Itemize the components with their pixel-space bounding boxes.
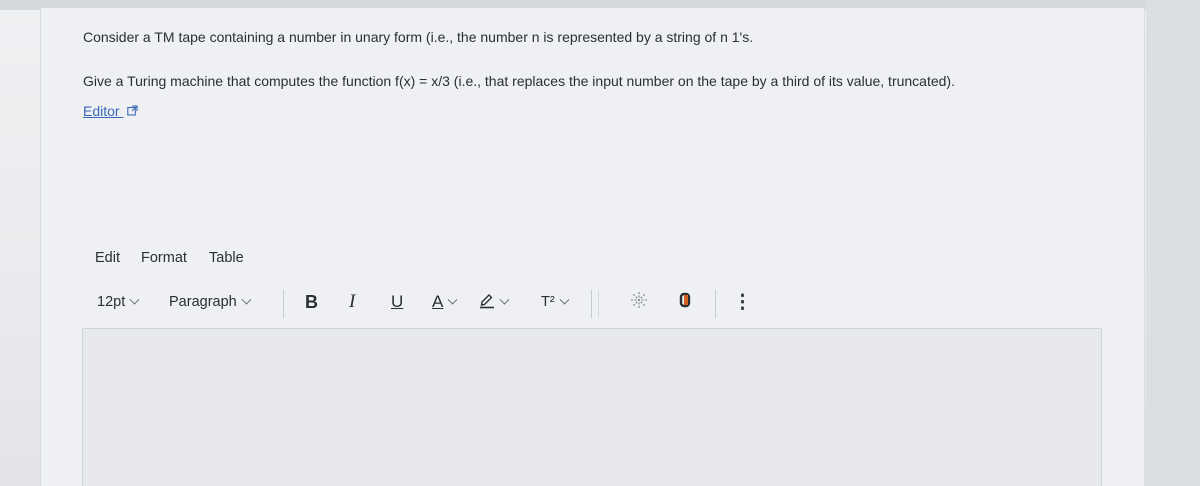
clip-icon: [679, 292, 691, 312]
question-text-line-2: Give a Turing machine that computes the function f(x) = x/3 (i.e., that replaces the input number on the tape by a third of its value, truncated).: [83, 73, 955, 89]
superscript-button[interactable]: [541, 290, 568, 314]
text-color-icon: A: [432, 292, 444, 311]
italic-icon: I: [349, 291, 356, 312]
chevron-down-icon: [500, 294, 510, 304]
bold-button[interactable]: [305, 290, 318, 314]
text-color-button[interactable]: [432, 290, 456, 314]
toolbar-divider: [715, 290, 716, 318]
right-margin: [1146, 0, 1200, 486]
font-size-select[interactable]: [97, 290, 138, 314]
more-vertical-icon: ⋮: [733, 291, 752, 313]
chevron-down-icon: [448, 294, 458, 304]
more-options-button[interactable]: [733, 290, 752, 314]
sparkle-button[interactable]: [630, 290, 648, 314]
editor-link[interactable]: [83, 103, 138, 119]
block-format-value: Paragraph: [169, 294, 237, 310]
editor-toolbar: [95, 290, 795, 316]
chevron-down-icon: [559, 294, 569, 304]
chevron-down-icon: [241, 294, 251, 304]
underline-button[interactable]: [391, 290, 403, 314]
toolbar-divider: [598, 290, 599, 318]
highlight-pen-icon: [479, 291, 495, 313]
toolbar-divider: [283, 290, 284, 318]
question-text-line-1: Consider a TM tape containing a number in unary form (i.e., the number n is represented by a string of n 1's.: [83, 29, 754, 45]
menu-format[interactable]: Format: [141, 250, 187, 266]
chevron-down-icon: [130, 294, 140, 304]
clip-button[interactable]: [679, 290, 691, 314]
highlight-button[interactable]: [479, 290, 508, 314]
external-link-icon: [127, 105, 138, 119]
toolbar-divider: [591, 290, 592, 318]
editor-link-label: Editor: [83, 103, 120, 119]
answer-text-area[interactable]: [82, 328, 1102, 486]
bold-icon: B: [305, 291, 318, 312]
menu-table[interactable]: Table: [209, 250, 244, 266]
underline-icon: U: [391, 292, 404, 311]
sparkle-icon: [630, 291, 648, 313]
superscript-icon: T²: [541, 294, 555, 310]
block-format-select[interactable]: [169, 290, 250, 314]
font-size-value: 12pt: [97, 294, 126, 310]
menu-edit[interactable]: Edit: [95, 250, 120, 266]
italic-button[interactable]: [349, 290, 355, 314]
